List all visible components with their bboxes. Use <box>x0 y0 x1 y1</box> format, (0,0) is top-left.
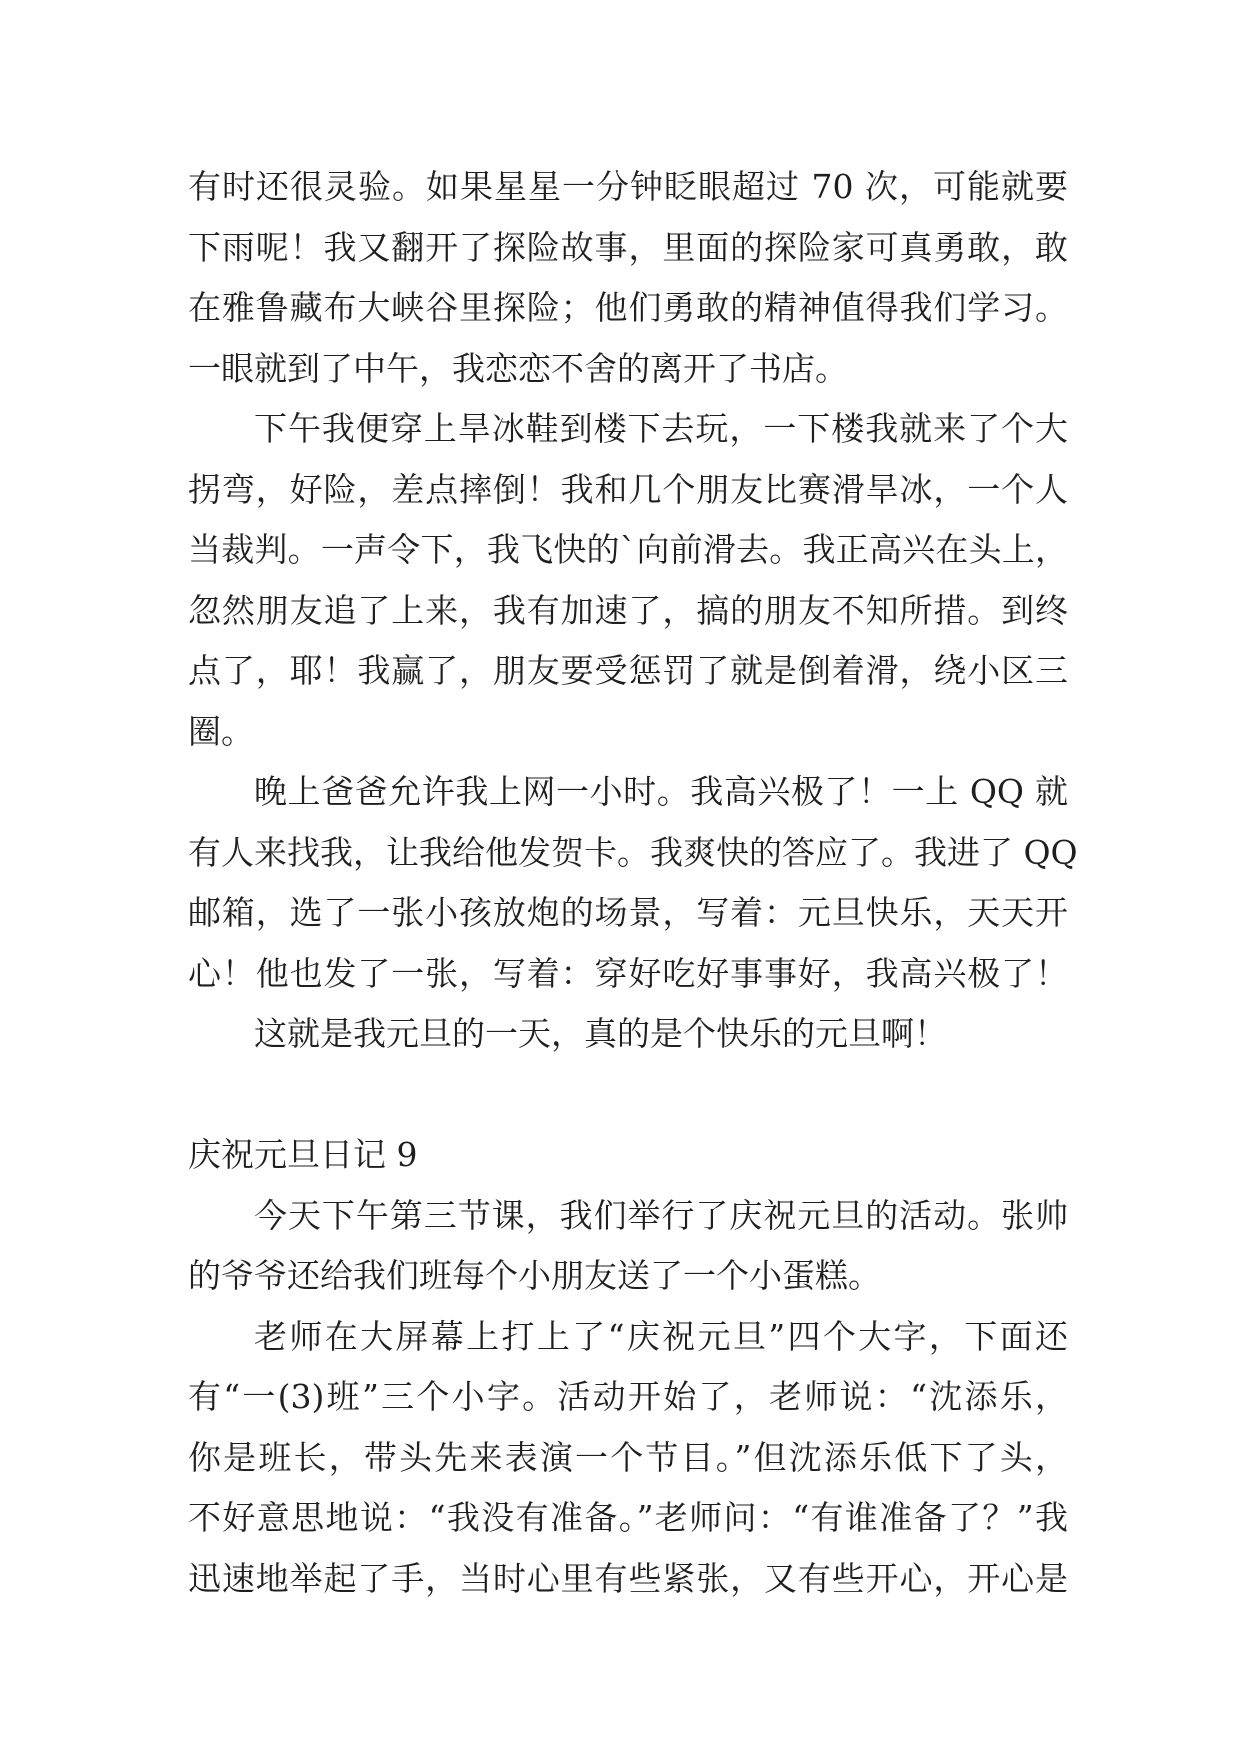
text-line: 忽然朋友追了上来，我有加速了，搞的朋友不知所措。到终 <box>188 590 1068 630</box>
text-line: 下雨呢！我又翻开了探险故事，里面的探险家可真勇敢，敢 <box>188 227 1068 267</box>
document-body <box>188 157 1078 1609</box>
text-line: 老师在大屏幕上打上了“庆祝元旦”四个大字，下面还 <box>254 1316 1068 1356</box>
text-line: 迅速地举起了手，当时心里有些紧张，又有些开心，开心是 <box>188 1558 1068 1598</box>
text-line: 这就是我元旦的一天，真的是个快乐的元旦啊！ <box>254 1014 947 1053</box>
section-heading <box>188 1125 1068 1186</box>
text-line: 你是班长，带头先来表演一个节目。”但沈添乐低下了头， <box>188 1437 1068 1477</box>
text-line: 在雅鲁藏布大峡谷里探险；他们勇敢的精神值得我们学习。 <box>188 288 1068 327</box>
text-line: 今天下午第三节课，我们举行了庆祝元旦的活动。张帅 <box>254 1195 1068 1235</box>
heading-text: 庆祝元旦日记 9 <box>188 1135 418 1174</box>
paragraph <box>188 1004 1068 1065</box>
text-line: 一眼就到了中午，我恋恋不舍的离开了书店。 <box>188 348 848 388</box>
paragraph <box>188 1307 1068 1610</box>
text-line: 点了，耶！我赢了，朋友要受惩罚了就是倒着滑，绕小区三 <box>188 651 1068 690</box>
text-line: 晚上爸爸允许我上网一小时。我高兴极了！一上 QQ 就 <box>254 772 1068 811</box>
paragraph <box>188 157 1068 399</box>
text-line: 圈。 <box>188 711 254 751</box>
text-line: 的爷爷还给我们班每个小朋友送了一个小蛋糕。 <box>188 1256 881 1295</box>
text-line: 有人来找我，让我给他发贺卡。我爽快的答应了。我进了 QQ <box>188 832 1078 872</box>
paragraph <box>188 762 1078 1004</box>
text-line: 当裁判。一声令下，我飞快的`向前滑去。我正高兴在头上， <box>188 530 1068 569</box>
text-line: 有“一(3)班”三个小字。活动开始了，老师说：“沈添乐， <box>188 1377 1068 1416</box>
paragraph <box>188 399 1068 762</box>
text-line: 下午我便穿上旱冰鞋到楼下去玩，一下楼我就来了个大 <box>254 409 1068 448</box>
text-line: 心！他也发了一张，写着：穿好吃好事事好，我高兴极了！ <box>188 953 1068 993</box>
text-line: 不好意思地说：“我没有准备。”老师问：“有谁准备了？”我 <box>188 1498 1068 1537</box>
section-spacer <box>188 1065 1068 1126</box>
text-line: 拐弯，好险，差点摔倒！我和几个朋友比赛滑旱冰，一个人 <box>188 469 1068 509</box>
paragraph <box>188 1186 1068 1307</box>
text-line: 邮箱，选了一张小孩放炮的场景，写着：元旦快乐，天天开 <box>188 893 1068 932</box>
text-line: 有时还很灵验。如果星星一分钟眨眼超过 70 次，可能就要 <box>188 167 1068 206</box>
